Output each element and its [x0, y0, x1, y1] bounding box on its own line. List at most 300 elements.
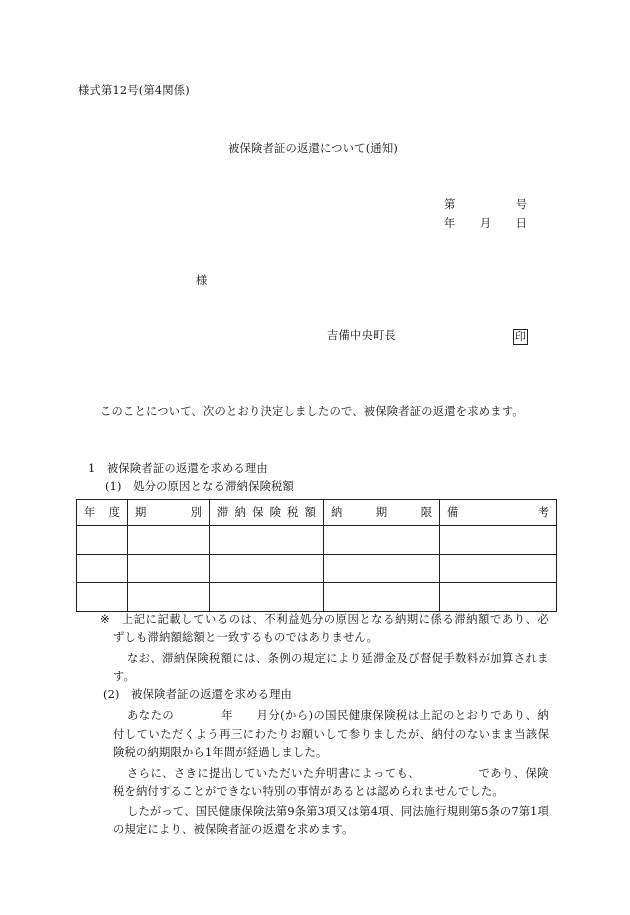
glyph: 願	[301, 728, 314, 741]
glyph: ら	[296, 709, 309, 722]
glyph: 督	[419, 652, 432, 665]
glyph: 書	[337, 767, 350, 780]
glyph: 号	[515, 198, 527, 211]
glyph: ま	[490, 728, 502, 741]
glyph: て	[384, 767, 397, 780]
glyph: 算	[502, 652, 514, 665]
table-cell	[77, 526, 128, 555]
table-header-cell	[77, 500, 128, 526]
glyph: 加	[490, 652, 502, 665]
glyph: は	[240, 613, 252, 626]
glyph: 備	[447, 505, 459, 519]
glyph: 行	[435, 805, 447, 818]
glyph: お	[289, 728, 302, 741]
glyph: に	[145, 613, 157, 626]
header-term	[128, 506, 209, 520]
glyph	[480, 198, 491, 212]
glyph: 保	[252, 505, 264, 519]
glyph: 記	[431, 709, 443, 722]
glyph: し	[325, 728, 337, 741]
glyph: 、	[252, 613, 264, 626]
table-cell	[440, 555, 557, 583]
glyph: 別	[190, 505, 202, 519]
glyph: 滞	[217, 505, 229, 519]
glyph: し	[232, 767, 244, 780]
glyph: 不	[264, 613, 276, 626]
glyph: あ	[490, 767, 502, 780]
glyph: 5	[481, 805, 489, 818]
glyph: て	[244, 767, 256, 780]
glyph: っ	[161, 805, 173, 818]
glyph: 健	[348, 709, 361, 722]
glyph: り	[502, 767, 514, 780]
glyph: さ	[173, 767, 186, 780]
glyph: 分	[268, 709, 280, 722]
glyph: よ	[337, 652, 350, 665]
table-cell	[77, 555, 128, 583]
glyph: 険	[269, 505, 281, 519]
table-header-row	[77, 500, 557, 526]
header-due-date	[324, 506, 439, 520]
glyph: わ	[254, 728, 266, 741]
table-row	[77, 583, 557, 612]
table-cell	[324, 583, 440, 612]
glyph: 提	[209, 767, 221, 780]
glyph: 額	[478, 613, 490, 626]
glyph	[462, 198, 473, 212]
sender-name: 吉備中央町長	[327, 329, 396, 342]
glyph: 年	[444, 217, 456, 230]
glyph: だ	[171, 728, 184, 741]
glyph: 施	[423, 805, 436, 818]
glyph: が	[149, 805, 162, 818]
glyph: 、	[184, 805, 196, 818]
glyph: 国	[195, 805, 208, 818]
glyph: 険	[537, 767, 549, 780]
glyph: た	[160, 728, 172, 741]
reason-line: の規定により、被保険者証の返還を求めます。	[113, 823, 354, 836]
glyph: い	[255, 767, 268, 780]
glyph: に	[242, 728, 255, 741]
glyph: 金	[384, 652, 397, 665]
subsection-2-heading: (2) 被保険者証の返還を求める理由	[103, 688, 293, 701]
glyph: (	[280, 709, 285, 722]
glyph: ※	[100, 613, 110, 626]
glyph: 規	[446, 805, 459, 818]
glyph: 第	[275, 805, 288, 818]
glyph	[186, 709, 197, 723]
subsection-1-heading: (1) 処分の原因となる滞納保険税額	[105, 480, 295, 493]
issue-date	[444, 217, 527, 231]
glyph: 付	[443, 728, 455, 741]
glyph: て	[193, 613, 205, 626]
glyph: れ	[525, 652, 537, 665]
glyph: 保	[372, 709, 384, 722]
glyph: 記	[157, 613, 169, 626]
glyph	[174, 709, 185, 723]
glyph: が	[407, 728, 420, 741]
glyph: り	[513, 613, 526, 626]
table-cell	[128, 526, 210, 555]
glyph: 考	[537, 505, 549, 519]
glyph: 、	[513, 767, 526, 780]
glyph: し	[127, 805, 139, 818]
glyph: い	[148, 728, 160, 741]
glyph: く	[183, 728, 196, 741]
glyph: り	[349, 652, 361, 665]
glyph: 額	[220, 652, 233, 665]
glyph: と	[359, 613, 371, 626]
glyph: 険	[252, 805, 265, 818]
glyph	[233, 709, 244, 723]
glyph: し	[181, 613, 193, 626]
table-header-cell	[128, 500, 210, 526]
note-line: ずしも滞納額総額と一致するものではありません。	[113, 631, 379, 644]
glyph	[504, 217, 515, 231]
glyph: 第	[306, 805, 318, 818]
glyph: 出	[220, 767, 233, 780]
note-line	[127, 652, 549, 666]
glyph: の	[323, 613, 336, 626]
glyph	[420, 767, 431, 781]
glyph	[467, 767, 478, 781]
glyph: う	[207, 728, 219, 741]
glyph: は	[347, 805, 360, 818]
glyph: 期	[406, 613, 419, 626]
table-cell	[210, 526, 324, 555]
glyph: ま	[537, 652, 549, 665]
glyph: だ	[279, 767, 291, 780]
glyph: 康	[360, 709, 372, 722]
glyph: 係	[430, 613, 442, 626]
glyph: 度	[108, 505, 120, 519]
glyph: 納	[234, 505, 246, 519]
glyph: 額	[304, 505, 316, 519]
table-row	[77, 526, 557, 555]
header-fiscal-year	[77, 506, 127, 520]
document-number	[444, 198, 527, 212]
glyph	[468, 217, 479, 231]
glyph: 処	[300, 613, 312, 626]
glyph: 促	[431, 652, 443, 665]
glyph: 、	[389, 805, 401, 818]
glyph: の	[443, 709, 455, 722]
glyph: 項	[537, 805, 549, 818]
glyph: に	[326, 652, 338, 665]
glyph: 条	[488, 805, 500, 818]
glyph: 則	[458, 805, 470, 818]
glyph: る	[442, 613, 454, 626]
glyph: に	[418, 613, 431, 626]
glyph: い	[313, 728, 325, 741]
glyph: ま	[372, 728, 384, 741]
glyph	[498, 198, 509, 212]
table-header-cell	[324, 500, 440, 526]
table-cell	[324, 555, 440, 583]
glyph: 民	[207, 805, 219, 818]
glyph: と	[454, 709, 467, 722]
glyph: お	[138, 652, 151, 665]
table-cell	[324, 526, 440, 555]
glyph: て	[337, 728, 349, 741]
glyph: 載	[169, 613, 181, 626]
glyph: 手	[443, 652, 455, 665]
glyph: 年	[221, 709, 233, 722]
glyph: 保	[241, 805, 253, 818]
table-row	[77, 555, 557, 583]
glyph: き	[185, 767, 197, 780]
glyph	[492, 217, 503, 231]
glyph: で	[478, 767, 490, 780]
glyph: た	[266, 728, 278, 741]
intro-paragraph: このことについて、次のとおり決定しましたので、被保険者証の返還を求めます。	[100, 405, 524, 418]
header-arrears-amount	[210, 506, 323, 520]
glyph: 月	[256, 709, 268, 722]
glyph: 延	[361, 652, 373, 665]
glyph: り	[360, 728, 373, 741]
glyph: 例	[279, 652, 291, 665]
glyph	[245, 709, 256, 723]
reason-line: 険税の納期限から1年間が経過しました。	[113, 746, 328, 759]
glyph: よ	[361, 767, 373, 780]
glyph: 分	[311, 613, 324, 626]
glyph: い	[205, 613, 217, 626]
glyph: は	[407, 709, 420, 722]
reason-line	[127, 805, 549, 819]
glyph: 保	[537, 728, 549, 741]
glyph: も	[396, 767, 408, 780]
arrears-table	[76, 499, 557, 612]
glyph: 滞	[162, 652, 174, 665]
addressee-honorific: 様	[196, 274, 208, 287]
glyph: の	[499, 805, 512, 818]
header-remarks	[440, 506, 556, 520]
glyph: 原	[335, 613, 347, 626]
glyph: 必	[537, 613, 549, 626]
glyph: 納	[331, 505, 343, 519]
glyph: 付	[113, 728, 125, 741]
glyph: か	[285, 709, 297, 722]
glyph: 、	[408, 767, 420, 780]
glyph: び	[408, 652, 420, 665]
glyph: て	[136, 728, 148, 741]
glyph: 項	[324, 805, 337, 818]
glyph	[455, 767, 466, 781]
glyph: り	[513, 709, 526, 722]
glyph: 納	[466, 613, 478, 626]
glyph: の	[455, 728, 467, 741]
glyph: 期	[135, 505, 147, 519]
glyph: 、	[525, 709, 537, 722]
glyph: の	[313, 709, 325, 722]
glyph: し	[384, 728, 396, 741]
glyph: 益	[288, 613, 300, 626]
note-line: す。	[113, 670, 136, 683]
glyph: 該	[525, 728, 538, 741]
glyph: に	[150, 767, 162, 780]
glyph: 保	[185, 652, 197, 665]
seal-mark: 印	[515, 330, 526, 343]
glyph: た	[396, 728, 408, 741]
glyph: 3	[317, 805, 325, 818]
glyph: 因	[347, 613, 359, 626]
glyph: 第	[359, 805, 371, 818]
glyph: る	[383, 613, 395, 626]
glyph: 第	[469, 805, 481, 818]
glyph: の	[162, 709, 174, 722]
glyph: 法	[412, 805, 424, 818]
glyph: 4	[370, 805, 378, 818]
glyph: い	[478, 728, 491, 741]
glyph: 規	[302, 652, 315, 665]
glyph: 健	[218, 805, 230, 818]
glyph: で	[490, 709, 502, 722]
glyph: に	[197, 767, 209, 780]
glyph: 再	[219, 728, 231, 741]
glyph: な	[127, 652, 139, 665]
glyph: る	[216, 613, 229, 626]
glyph: 数	[455, 652, 467, 665]
glyph: 、	[162, 767, 174, 780]
glyph: 料	[466, 652, 479, 665]
reason-line	[113, 728, 549, 742]
document-title: 被保険者証の返還について(通知)	[228, 142, 398, 155]
glyph: し	[124, 728, 137, 741]
glyph: よ	[195, 728, 207, 741]
glyph: 利	[276, 613, 288, 626]
glyph: 、	[419, 728, 432, 741]
glyph: 弁	[314, 767, 326, 780]
glyph: 当	[514, 728, 526, 741]
glyph: 記	[133, 613, 146, 626]
glyph: 滞	[454, 613, 466, 626]
glyph: 、	[255, 652, 268, 665]
glyph: た	[138, 805, 150, 818]
table-cell	[210, 583, 324, 612]
glyph	[432, 767, 443, 781]
reason-line: 税を納付することができない特別の事情があるとは認められませんでした。	[113, 785, 504, 798]
glyph: は	[244, 652, 256, 665]
glyph: 税	[287, 505, 299, 519]
glyph: 税	[209, 652, 221, 665]
glyph: 康	[230, 805, 242, 818]
form-number: 様式第12号(第4関係)	[78, 84, 190, 97]
glyph: )	[308, 709, 314, 722]
glyph: の	[228, 613, 241, 626]
glyph: 期	[375, 505, 388, 519]
glyph: に	[349, 767, 361, 780]
glyph: 上	[419, 709, 431, 722]
glyph: ら	[138, 767, 151, 780]
glyph: い	[291, 767, 303, 780]
glyph	[198, 709, 209, 723]
glyph	[456, 217, 467, 231]
note-line	[100, 613, 549, 627]
glyph: 滞	[373, 652, 385, 665]
glyph: 民	[337, 709, 349, 722]
glyph: な	[371, 613, 383, 626]
glyph: 険	[197, 652, 209, 665]
glyph: て	[172, 805, 185, 818]
glyph: 第	[444, 198, 456, 211]
table-cell	[77, 583, 128, 612]
glyph: 7	[511, 805, 519, 818]
glyph: 三	[230, 728, 243, 741]
glyph: 納	[537, 709, 549, 722]
glyph: な	[138, 709, 151, 722]
glyph: 限	[420, 505, 432, 519]
glyph: 年	[84, 505, 96, 519]
glyph: 条	[267, 652, 279, 665]
glyph: 明	[326, 767, 338, 780]
glyph: 参	[348, 728, 361, 741]
table-cell	[440, 526, 557, 555]
glyph: 月	[479, 217, 492, 230]
glyph: っ	[373, 767, 385, 780]
glyph: 条	[294, 805, 306, 818]
glyph: 項	[378, 805, 390, 818]
glyph: た	[302, 767, 315, 780]
glyph: あ	[127, 709, 139, 722]
glyph	[110, 613, 121, 627]
glyph: 保	[525, 767, 537, 780]
glyph: あ	[501, 613, 514, 626]
glyph: 1	[530, 805, 538, 818]
glyph: 、	[150, 652, 162, 665]
reason-line	[127, 709, 549, 723]
glyph: さ	[513, 652, 526, 665]
glyph: お	[466, 709, 478, 722]
glyph: 又	[336, 805, 348, 818]
glyph: 9	[287, 805, 295, 818]
glyph: 第	[518, 805, 530, 818]
glyph	[443, 767, 454, 781]
glyph: た	[267, 767, 279, 780]
glyph: 納	[431, 728, 443, 741]
glyph: な	[466, 728, 479, 741]
glyph: 国	[325, 709, 337, 722]
table-cell	[210, 555, 324, 583]
glyph: 険	[384, 709, 396, 722]
table-cell	[128, 555, 210, 583]
glyph: 納	[395, 613, 407, 626]
glyph: た	[150, 709, 162, 722]
table-cell	[128, 583, 210, 612]
glyph: ま	[502, 728, 514, 741]
glyph: 税	[395, 709, 408, 722]
glyph: の	[291, 652, 303, 665]
glyph: 定	[314, 652, 326, 665]
glyph: 法	[264, 805, 276, 818]
reason-line	[127, 767, 549, 781]
glyph: に	[232, 652, 244, 665]
glyph: で	[490, 613, 502, 626]
glyph: り	[478, 709, 490, 722]
glyph: さ	[127, 767, 139, 780]
glyph: 、	[525, 613, 537, 626]
section-1-heading: 1 被保険者証の返還を求める理由	[88, 462, 268, 475]
glyph: 納	[173, 652, 186, 665]
glyph: 日	[515, 217, 527, 230]
glyph: 上	[121, 613, 134, 626]
glyph: が	[478, 652, 490, 665]
glyph: 及	[396, 652, 408, 665]
glyph: 同	[400, 805, 413, 818]
glyph: り	[278, 728, 290, 741]
table-header-cell	[210, 500, 324, 526]
table-header-cell	[440, 500, 557, 526]
table-cell	[440, 583, 557, 612]
